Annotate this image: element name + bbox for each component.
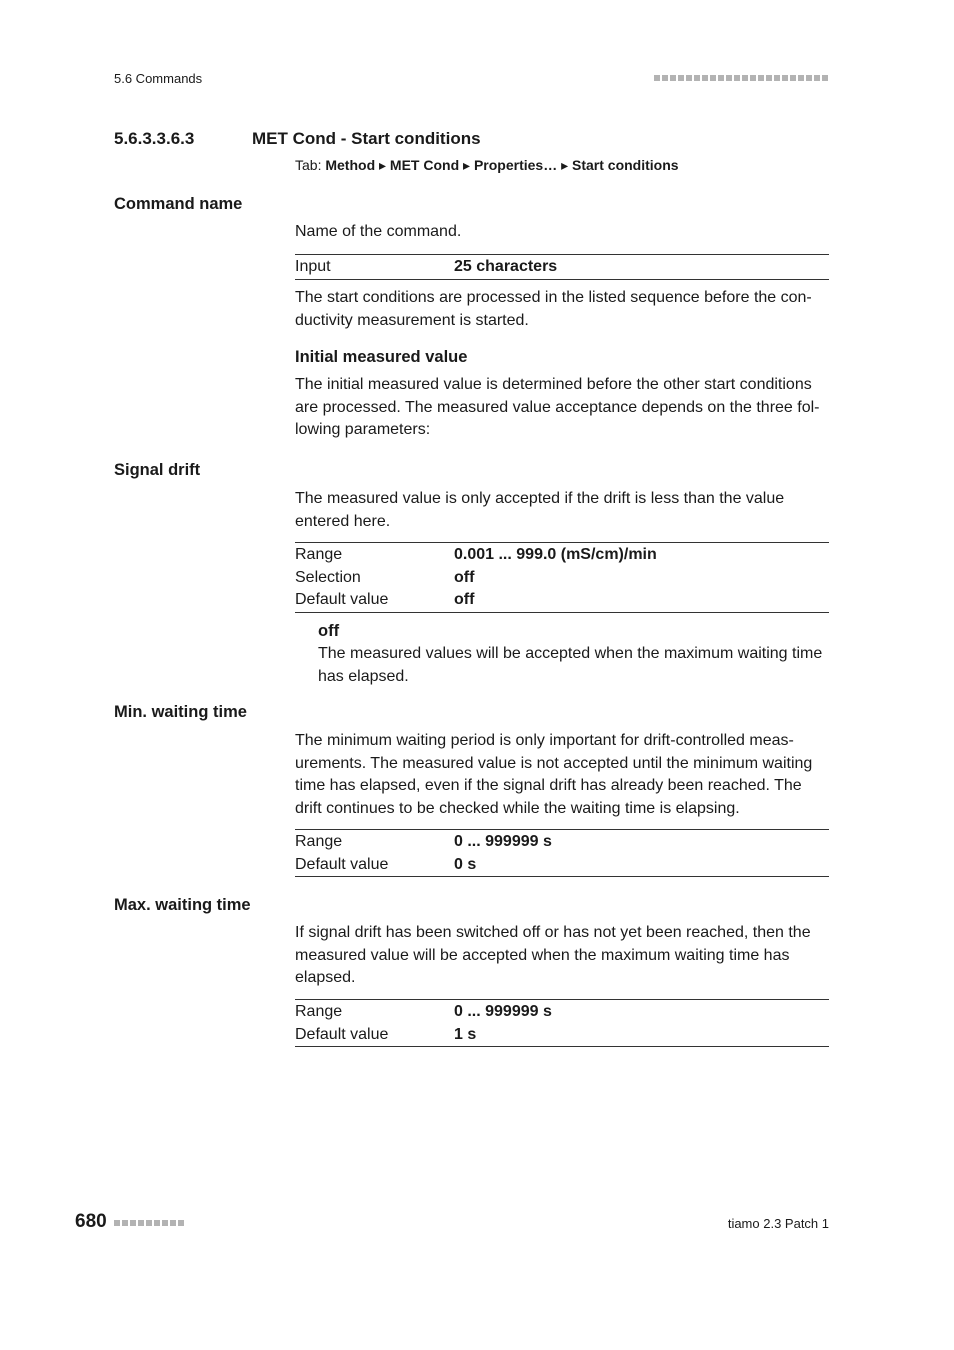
param-min-waiting-time: Min. waiting time bbox=[114, 703, 247, 721]
table-row bbox=[295, 589, 829, 612]
param-command-name: Command name bbox=[114, 195, 243, 213]
row-value: 0 ... 999999 s bbox=[454, 833, 552, 850]
section-number: 5.6.3.3.6.3 bbox=[114, 129, 195, 148]
option-off-desc: The measured values will be accepted when the maximum waiting time has elapsed. bbox=[318, 645, 823, 685]
table-row bbox=[295, 1024, 829, 1047]
min-wait-desc: The minimum waiting period is only important for drift-controlled meas-urements. The measured value is not accepted until the minimum waiting time has elapsed, even if the signal drift has already been reached. The drift continues to be checked while the waiting time is elapsing. bbox=[295, 732, 813, 817]
row-value: 0.001 ... 999.0 (mS/cm)/min bbox=[454, 546, 657, 563]
subhead-initial: Initial measured value bbox=[295, 348, 468, 366]
param-signal-drift: Signal drift bbox=[114, 461, 201, 479]
page-number: 680 bbox=[75, 1211, 107, 1232]
header-decoration bbox=[654, 75, 828, 81]
row-key: Input bbox=[295, 258, 331, 275]
initial-desc: The initial measured value is determined before the other start conditions are processed. The measured value acceptance depends on the three fol-lowing parameters: bbox=[295, 376, 820, 438]
tab-prefix: Tab: bbox=[295, 157, 322, 173]
table-row bbox=[295, 854, 829, 877]
signal-drift-desc: The measured value is only accepted if the drift is less than the value entered here. bbox=[295, 490, 785, 530]
product-name: tiamo 2.3 Patch 1 bbox=[727, 1216, 829, 1231]
option-off-name: off bbox=[318, 622, 340, 640]
row-key: Default value bbox=[295, 1025, 389, 1043]
section-title: MET Cond - Start conditions bbox=[252, 129, 481, 148]
max-wait-table bbox=[295, 999, 829, 1047]
command-name-desc: Name of the command. bbox=[295, 223, 462, 240]
row-key: Range bbox=[295, 833, 343, 850]
table-row bbox=[295, 567, 829, 590]
row-value: 1 s bbox=[454, 1025, 477, 1043]
row-value: 25 characters bbox=[454, 258, 558, 275]
running-header: 5.6 Commands bbox=[114, 71, 203, 86]
command-name-table bbox=[295, 254, 829, 280]
signal-drift-table bbox=[295, 542, 829, 613]
row-key: Range bbox=[295, 546, 343, 563]
table-row bbox=[295, 1000, 829, 1024]
table-row bbox=[295, 543, 829, 567]
row-key: Range bbox=[295, 1003, 343, 1020]
row-value: 0 ... 999999 s bbox=[454, 1003, 552, 1020]
table-row bbox=[295, 255, 829, 280]
footer-decoration bbox=[114, 1220, 184, 1226]
row-key: Selection bbox=[295, 568, 361, 586]
param-max-waiting-time: Max. waiting time bbox=[114, 896, 251, 914]
tab-path-text: Method ▸ MET Cond ▸ Properties… ▸ Start conditions bbox=[325, 157, 679, 173]
min-wait-table bbox=[295, 829, 829, 877]
row-key: Default value bbox=[295, 591, 389, 608]
row-key: Default value bbox=[295, 855, 389, 873]
tab-path bbox=[295, 157, 679, 174]
row-value: 0 s bbox=[454, 855, 477, 873]
row-value: off bbox=[454, 591, 475, 608]
max-wait-desc: If signal drift has been switched off or has not yet been reached, then the measured value will be accepted when the maximum waiting time has elapsed. bbox=[295, 924, 811, 986]
table-row bbox=[295, 830, 829, 854]
row-value: off bbox=[454, 568, 475, 586]
intro-text: The start conditions are processed in the listed sequence before the con-ductivity measurement is started. bbox=[295, 289, 812, 329]
